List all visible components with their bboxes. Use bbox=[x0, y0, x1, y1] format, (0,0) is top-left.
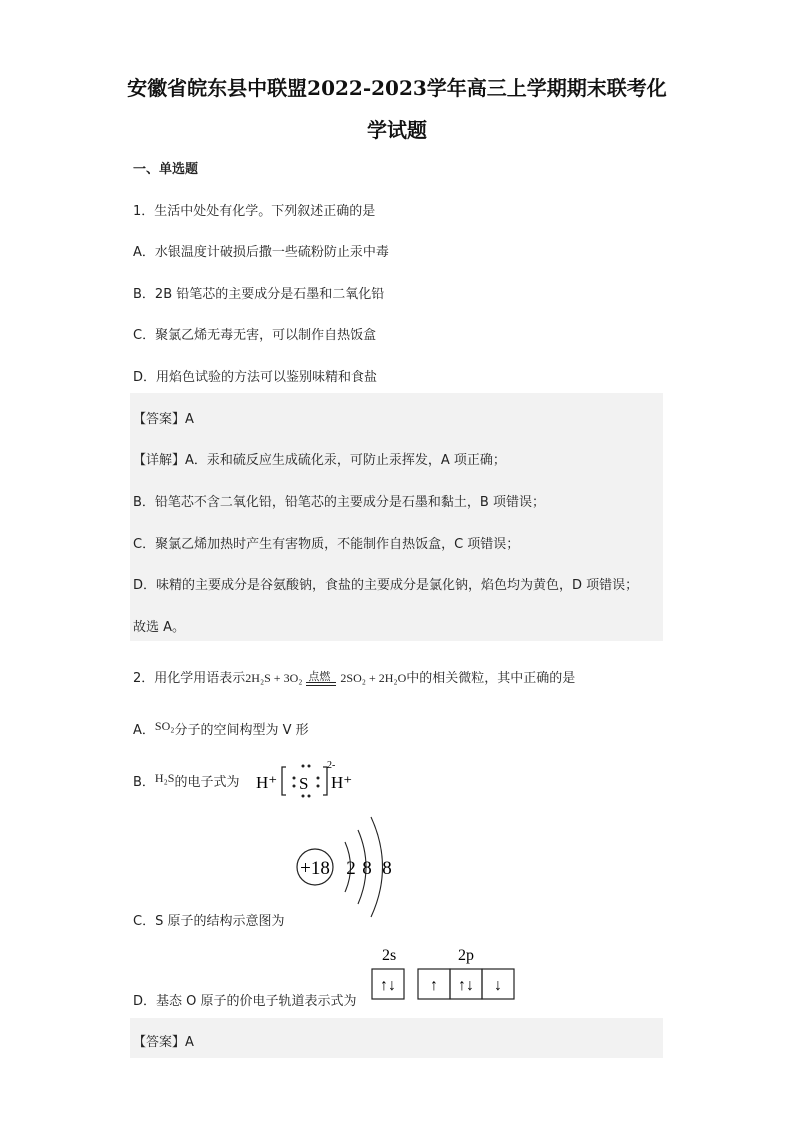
electron-dot-icon bbox=[302, 765, 305, 768]
q1-conclusion: 故选 A。 bbox=[133, 620, 186, 635]
q1-stem: 1．生活中处处有化学。下列叙述正确的是 bbox=[133, 204, 376, 219]
q1-option-c: C．聚氯乙烯无毒无害，可以制作自热饭盒 bbox=[133, 328, 377, 343]
nucleus-charge: +18 bbox=[300, 858, 330, 879]
q1-option-b: B．2B 铅笔芯的主要成分是石墨和二氧化铅 bbox=[133, 287, 385, 302]
q1-explanation-d: D．味精的主要成分是谷氨酸钠，食盐的主要成分是氯化钠，焰色均为黄色，D 项错误； bbox=[133, 578, 639, 593]
q2-option-c: C．S 原子的结构示意图为 bbox=[133, 914, 285, 929]
q2-answer: 【答案】A bbox=[133, 1035, 194, 1050]
q1-explanation-c: C．聚氯乙烯加热时产生有害物质，不能制作自热饭盒，C 项错误； bbox=[133, 537, 520, 552]
q2-stem-suffix: 中的相关微粒，其中正确的是 bbox=[406, 671, 576, 686]
orbital-2s-label: 2s bbox=[382, 947, 397, 964]
orbital-2p-label: 2p bbox=[458, 947, 474, 964]
q2-option-a-formula: SO₂ bbox=[154, 719, 175, 733]
electron-dot-icon bbox=[317, 777, 320, 780]
h2s-h-left: H⁺ bbox=[256, 773, 278, 792]
q2-stem-prefix: 2．用化学用语表示 bbox=[133, 671, 246, 686]
h2s-sulfur-symbol: S bbox=[299, 774, 309, 793]
q1-option-a: A．水银温度计破损后撒一些硫粉防止汞中毒 bbox=[133, 245, 389, 260]
q1-explanation-a: 【详解】A．汞和硫反应生成硫化汞，可防止汞挥发，A 项正确； bbox=[133, 453, 506, 468]
q2-option-b bbox=[133, 771, 239, 790]
q2-option-b-formula: H₂S bbox=[154, 771, 175, 785]
h2s-electron-formula bbox=[253, 758, 363, 802]
left-bracket-icon bbox=[282, 767, 286, 795]
equals-sign-icon bbox=[306, 682, 336, 686]
orbital-2p-3-electrons: ↓ bbox=[494, 977, 502, 994]
electron-dot-icon bbox=[308, 765, 311, 768]
q2-option-a-text: 分子的空间构型为 V 形 bbox=[174, 723, 309, 738]
h2s-charge: 2- bbox=[327, 760, 336, 771]
orbital-2p-1-electrons: ↑ bbox=[430, 977, 438, 994]
q2-stem bbox=[133, 667, 575, 686]
h2s-h-right: H⁺ bbox=[331, 773, 353, 792]
shell-2-electrons: 8 bbox=[362, 858, 372, 879]
electron-shell-arc-icon bbox=[371, 817, 383, 917]
q2-option-a bbox=[133, 719, 309, 738]
q2-equation-left: 2H₂S + 3O₂ bbox=[245, 671, 303, 685]
orbital-2p-2-electrons: ↑↓ bbox=[458, 977, 474, 994]
q2-option-d: D．基态 O 原子的价电子轨道表示式为 bbox=[133, 994, 357, 1009]
q2-option-a-prefix: A． bbox=[133, 723, 155, 738]
q1-option-d: D．用焰色试验的方法可以鉴别味精和食盐 bbox=[133, 370, 378, 385]
electron-dot-icon bbox=[317, 785, 320, 788]
electron-dot-icon bbox=[302, 795, 305, 798]
q2-equation-right: 2SO₂ + 2H₂O bbox=[340, 671, 407, 685]
shell-3-electrons: 8 bbox=[382, 858, 392, 879]
q2-option-b-text: 的电子式为 bbox=[174, 775, 240, 790]
orbital-2s-electrons: ↑↓ bbox=[380, 977, 396, 994]
oxygen-orbital-diagram bbox=[368, 942, 518, 1004]
q1-answer-block bbox=[130, 393, 663, 641]
electron-dot-icon bbox=[293, 777, 296, 780]
q1-explanation-b: B．铅笔芯不含二氧化铅，铅笔芯的主要成分是石墨和黏土，B 项错误； bbox=[133, 495, 545, 510]
q1-answer: 【答案】A bbox=[133, 412, 194, 427]
q2-option-b-prefix: B． bbox=[133, 775, 155, 790]
shell-1-electrons: 2 bbox=[346, 858, 356, 879]
sulfur-atom-structure-diagram bbox=[290, 812, 402, 924]
document-title-line-2: 学试题 bbox=[367, 118, 427, 142]
document-title-line-1: 安徽省皖东县中联盟2022-2023学年高三上学期期末联考化 bbox=[127, 76, 667, 100]
q2-answer-block bbox=[130, 1018, 663, 1058]
q2-equation-condition: 点燃 bbox=[308, 670, 331, 683]
electron-dot-icon bbox=[308, 795, 311, 798]
electron-dot-icon bbox=[293, 785, 296, 788]
right-bracket-icon bbox=[323, 767, 327, 795]
section-heading: 一、单选题 bbox=[133, 162, 199, 177]
